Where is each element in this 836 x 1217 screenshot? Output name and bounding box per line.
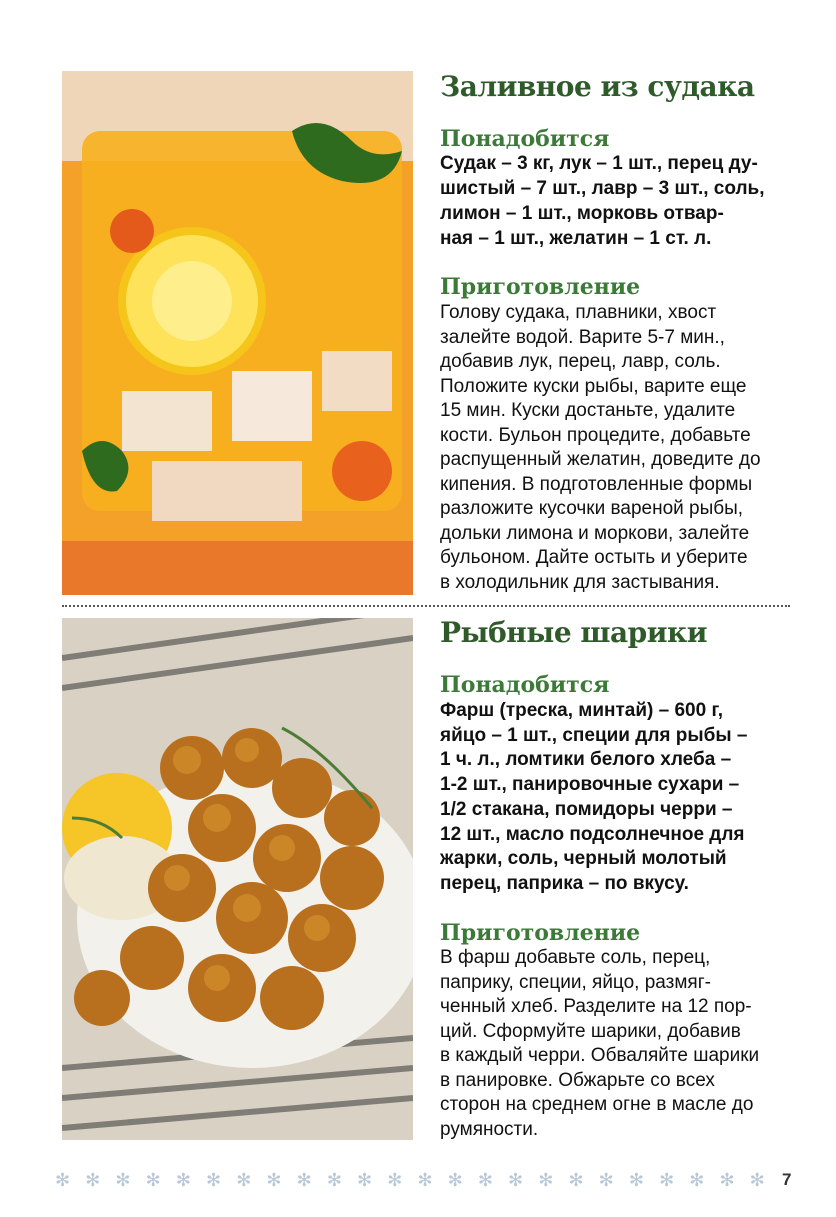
snowflake-icon: ✻ — [175, 1169, 191, 1190]
aspic-illustration — [62, 71, 413, 595]
method-line: кости. Бульон процедите, добавьте — [440, 424, 751, 446]
method-line: разложите кусочки вареной рыбы, — [440, 498, 744, 519]
snowflake-icon: ✻ — [236, 1169, 252, 1190]
recipe2-method-heading: Приготовление — [440, 920, 641, 946]
method-line: в холодильник для застывания. — [440, 571, 720, 593]
snowflake-icon: ✻ — [508, 1169, 524, 1190]
fishballs-illustration — [62, 618, 413, 1140]
snowflake-icon: ✻ — [85, 1169, 101, 1190]
snowflake-icon: ✻ — [417, 1169, 433, 1190]
snowflake-icon: ✻ — [749, 1169, 765, 1190]
method-line: паприку, специи, яйцо, размяг- — [440, 971, 711, 993]
method-line: дольки лимона и моркови, залейте — [440, 522, 750, 544]
ingredients-line: 1/2 стакана, помидоры черри – — [440, 798, 733, 820]
recipe2-ingredients-heading: Понадобится — [440, 672, 610, 698]
ingredients-line: 1-2 шт., панировочные сухари – — [440, 774, 740, 796]
method-line: ченный хлеб. Разделите на 12 пор- — [440, 996, 752, 1017]
snowflake-icon: ✻ — [477, 1169, 493, 1190]
snowflake-icon: ✻ — [115, 1169, 131, 1190]
ingredients-line: ная – 1 шт., желатин – 1 ст. л. — [440, 228, 712, 249]
snowflake-icon: ✻ — [538, 1169, 554, 1190]
recipe1-title: Заливное из судака — [440, 70, 755, 103]
recipe1-ingredients-heading: Понадобится — [440, 126, 610, 152]
footer-snowflake-ornament — [55, 1165, 765, 1195]
method-line: Голову судака, плавники, хвост — [440, 302, 717, 323]
page-number: 7 — [782, 1170, 792, 1189]
ingredients-line: шистый – 7 шт., лавр – 3 шт., соль, — [440, 178, 765, 199]
snowflake-icon: ✻ — [55, 1169, 71, 1190]
method-line: в панировке. Обжарьте со всех — [440, 1069, 715, 1091]
snowflake-icon: ✻ — [357, 1169, 373, 1190]
method-line: румяности. — [440, 1118, 539, 1140]
snowflake-icon: ✻ — [719, 1169, 735, 1190]
recipe1-method-heading: Приготовление — [440, 274, 641, 300]
method-line: В фарш добавьте соль, перец, — [440, 947, 711, 968]
snowflake-icon: ✻ — [659, 1169, 675, 1190]
ingredients-line: перец, паприка – по вкусу. — [440, 872, 689, 894]
method-line: кипения. В подготовленные формы — [440, 473, 753, 495]
snowflake-icon: ✻ — [628, 1169, 644, 1190]
ingredients-line: лимон – 1 шт., морковь отвар- — [440, 203, 724, 224]
ingredients-line: 1 ч. л., ломтики белого хлеба – — [440, 749, 732, 771]
snowflake-icon: ✻ — [447, 1169, 463, 1190]
method-line: ций. Сформуйте шарики, добавив — [440, 1020, 741, 1042]
ingredients-line: Судак – 3 кг, лук – 1 шт., перец ду- — [440, 153, 758, 174]
snowflake-icon: ✻ — [326, 1169, 342, 1190]
section-divider — [62, 605, 790, 607]
snowflake-icon: ✻ — [206, 1169, 222, 1190]
recipe2-title: Рыбные шарики — [440, 616, 707, 649]
aspic-photo — [62, 71, 413, 595]
ingredients-line: Фарш (треска, минтай) – 600 г, — [440, 700, 723, 721]
method-line: 15 мин. Куски достаньте, удалите — [440, 400, 736, 421]
method-line: Положите куски рыбы, варите еще — [440, 375, 747, 397]
snowflake-icon: ✻ — [387, 1169, 403, 1190]
snowflake-icon: ✻ — [266, 1169, 282, 1190]
snowflake-icon: ✻ — [145, 1169, 161, 1190]
method-line: в каждый черри. Обваляйте шарики — [440, 1045, 760, 1066]
ingredients-line: жарки, соль, черный молотый — [440, 848, 727, 870]
snowflake-icon: ✻ — [568, 1169, 584, 1190]
method-line: распущенный желатин, доведите до — [440, 449, 761, 470]
fishballs-photo — [62, 618, 413, 1140]
ingredients-line: 12 шт., масло подсолнечное для — [440, 823, 745, 845]
method-line: добавив лук, перец, лавр, соль. — [440, 351, 721, 372]
snowflake-icon: ✻ — [689, 1169, 705, 1190]
snowflake-icon: ✻ — [598, 1169, 614, 1190]
method-line: залейте водой. Варите 5-7 мин., — [440, 326, 725, 348]
snowflake-icon: ✻ — [296, 1169, 312, 1190]
method-line: бульоном. Дайте остыть и уберите — [440, 547, 748, 568]
ingredients-line: яйцо – 1 шт., специи для рыбы – — [440, 724, 748, 746]
method-line: сторон на среднем огне в масле до — [440, 1094, 754, 1115]
